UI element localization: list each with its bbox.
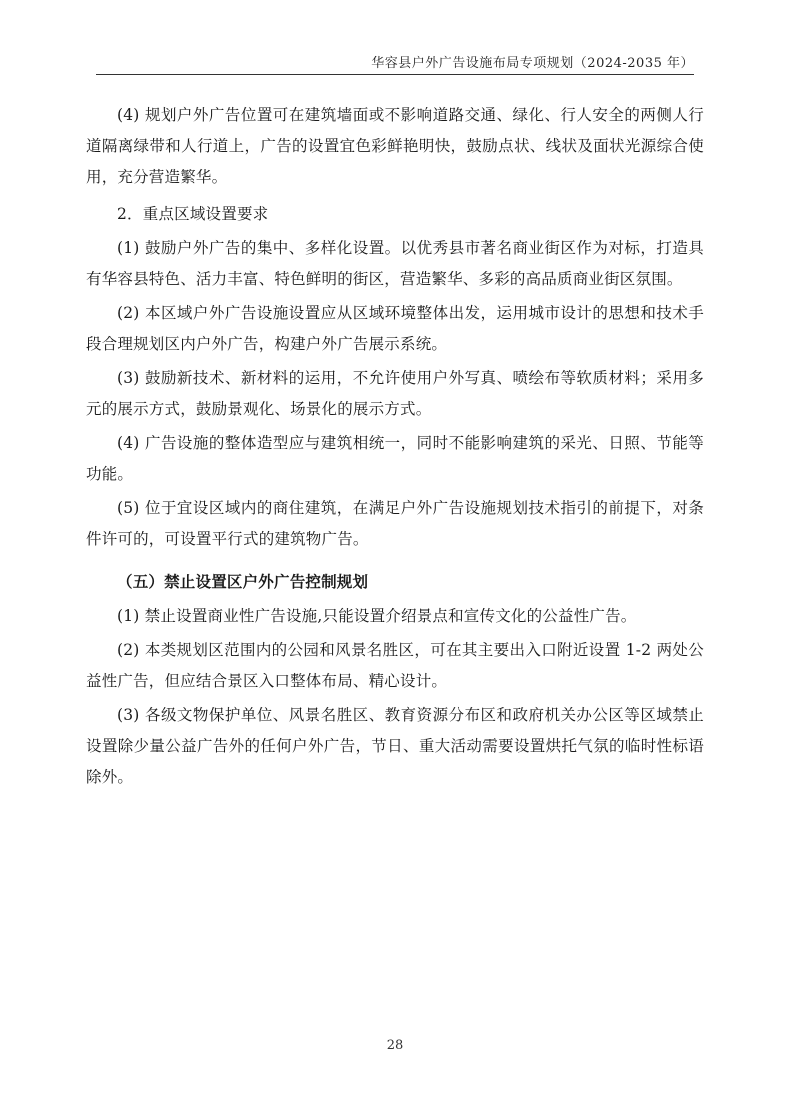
prohibited-item-1: (1) 禁止设置商业性广告设施,只能设置介绍景点和宣传文化的公益性广告。: [117, 607, 637, 625]
key-area-item-5: (5) 位于宜设区域内的商住建筑，在满足户外广告设施规划技术指引的前提下，对条件许可的，可设置平行式的建筑物广告。: [86, 499, 704, 548]
key-area-item-2: (2) 本区域户外广告设施设置应从区域环境整体出发，运用城市设计的思想和技术手段合理规划区内户外广告，构建户外广告展示系统。: [86, 304, 704, 353]
section-heading-key-areas: 2．重点区域设置要求: [117, 205, 269, 223]
key-area-item-1: (1) 鼓励户外广告的集中、多样化设置。以优秀县市著名商业街区作为对标，打造具有华容县特色、活力丰富、特色鲜明的街区，营造繁华、多彩的高品质商业街区氛围。: [86, 239, 704, 288]
prohibited-item-2: (2) 本类规划区范围内的公园和风景名胜区，可在其主要出入口附近设置 1-2 两处公益性广告，但应结合景区入口整体布局、精心设计。: [86, 641, 704, 690]
document-running-title: 华容县户外广告设施布局专项规划（2024-2035 年）: [371, 56, 694, 71]
key-area-item-3: (3) 鼓励新技术、新材料的运用，不允许使用户外写真、喷绘布等软质材料；采用多元的展示方式，鼓励景观化、场景化的展示方式。: [86, 369, 704, 418]
prohibited-item-3: (3) 各级文物保护单位、风景名胜区、教育资源分布区和政府机关办公区等区域禁止设置除少量公益广告外的任何户外广告，节日、重大活动需要设置烘托气氛的临时性标语除外。: [86, 706, 704, 786]
document-body: [86, 100, 704, 796]
key-area-item-4: (4) 广告设施的整体造型应与建筑相统一，同时不能影响建筑的采光、日照、节能等功能。: [86, 434, 704, 483]
paragraph-planning-location: (4) 规划户外广告位置可在建筑墙面或不影响道路交通、绿化、行人安全的两侧人行道隔离绿带和人行道上，广告的设置宜色彩鲜艳明快，鼓励点状、线状及面状光源综合使用，充分营造繁华。: [86, 106, 704, 186]
section-heading-prohibited-zone: （五）禁止设置区户外广告控制规划: [117, 573, 369, 591]
page-number: 28: [386, 1038, 404, 1053]
header-divider: [96, 74, 694, 75]
